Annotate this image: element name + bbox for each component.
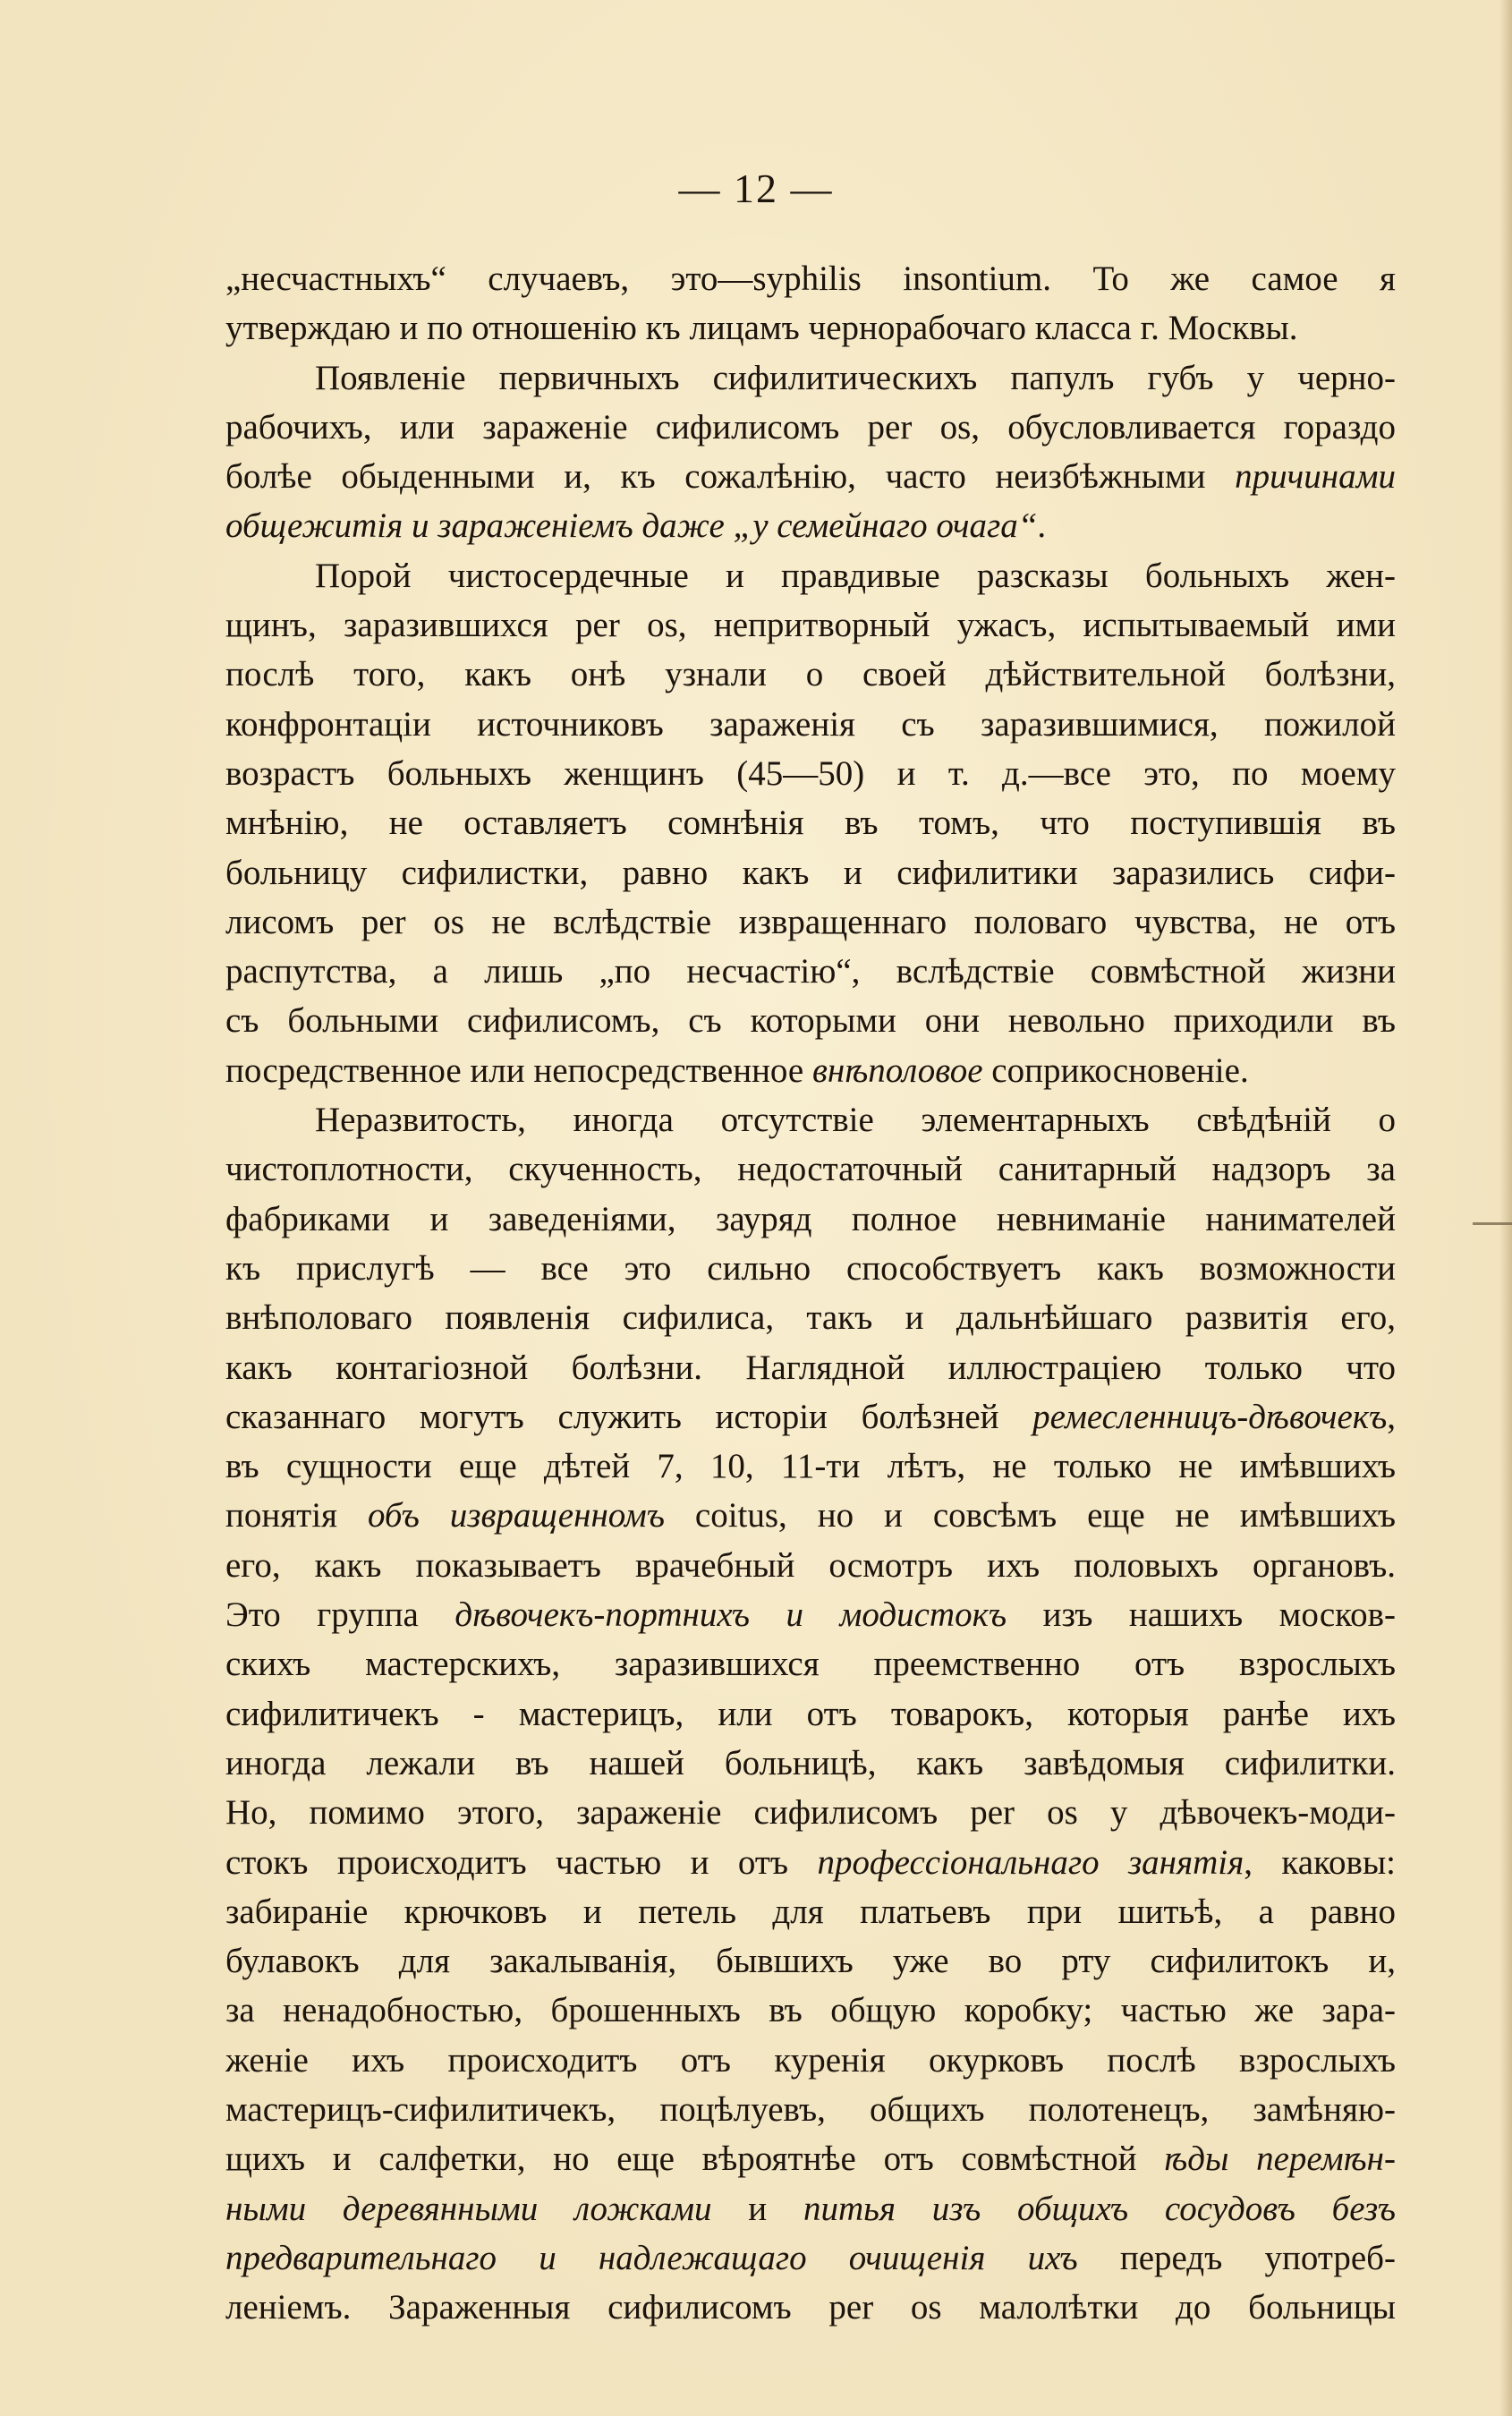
margin-mark xyxy=(1473,1222,1512,1225)
text-line: послѣ того, какъ онѣ узнали о своей дѣйствительной болѣзни, xyxy=(225,655,1396,694)
text-line: чистоплотности, скученность, недостаточный санитарный надзоръ за xyxy=(225,1150,1396,1189)
text-line: распутства, а лишь „по несчастію“, вслѣдствіе совмѣстной жизни xyxy=(225,952,1396,991)
text-line: посредственное или непосредственное внѣполовое соприкосновеніе. xyxy=(225,1051,1249,1090)
text-line: щихъ и салфетки, но еще вѣроятнѣе отъ совмѣстной ѣды перемѣн- xyxy=(225,2140,1396,2179)
text-line: стокъ происходитъ частью и отъ профессіональнаго занятія, каковы: xyxy=(225,1842,1396,1882)
text-line: предварительнаго и надлежащаго очищенія ихъ передъ употреб- xyxy=(225,2238,1396,2277)
text-line: мастерицъ-сифилитичекъ, поцѣлуевъ, общихъ полотенецъ, замѣняю- xyxy=(225,2089,1396,2129)
text-line: утверждаю и по отношенію къ лицамъ чернорабочаго класса г. Москвы. xyxy=(225,309,1298,348)
text-line: больницу сифилистки, равно какъ и сифилитики заразились сифи- xyxy=(225,853,1396,892)
text-line: конфронтаціи источниковъ зараженія съ заразившимися, пожилой xyxy=(225,704,1396,744)
text-line: общежитія и зараженіемъ даже „у семейнаго очага“. xyxy=(225,506,1047,546)
text-line: возрастъ больныхъ женщинъ (45—50) и т. д.—все это, по моему xyxy=(225,753,1396,793)
text-line: какъ контагіозной болѣзни. Наглядной иллюстраціею только что xyxy=(225,1348,1396,1387)
page-edge-shadow xyxy=(1499,0,1512,2416)
text-line: Неразвитость, иногда отсутствіе элементарныхъ свѣдѣній о xyxy=(315,1101,1396,1140)
text-line: мнѣнію, не оставляетъ сомнѣнія въ томъ, что поступившія въ xyxy=(225,804,1396,843)
text-line: въ сущности еще дѣтей 7, 10, 11-ти лѣтъ, не только не имѣвшихъ xyxy=(225,1447,1396,1486)
text-line: булавокъ для закалыванія, бывшихъ уже во рту сифилитокъ и, xyxy=(225,1942,1396,1981)
text-line: сказаннаго могутъ служить исторіи болѣзней ремесленницъ-дѣвочекъ, xyxy=(225,1397,1396,1436)
text-line: его, какъ показываетъ врачебный осмотръ ихъ половыхъ органовъ. xyxy=(225,1545,1396,1585)
text-line: леніемъ. Зараженныя сифилисомъ per os малолѣтки до больницы xyxy=(225,2288,1396,2327)
text-line: лисомъ per os не вслѣдствіе извращеннаго половаго чувства, не отъ xyxy=(225,902,1396,941)
text-line: „несчастныхъ“ случаевъ, это—syphilis insontium. То же самое я xyxy=(225,259,1396,298)
text-line: понятія объ извращенномъ coitus, но и совсѣмъ еще не имѣвшихъ xyxy=(225,1496,1396,1536)
text-line: забираніе крючковъ и петель для платьевъ при шитьѣ, а равно xyxy=(225,1892,1396,1931)
text-line: къ прислугѣ — все это сильно способствуетъ какъ возможности xyxy=(225,1248,1396,1288)
text-line: съ больными сифилисомъ, съ которыми они невольно приходили въ xyxy=(225,1001,1396,1041)
text-line: иногда лежали въ нашей больницѣ, какъ завѣдомыя сифилитки. xyxy=(225,1743,1396,1782)
text-line: внѣполоваго появленія сифилиса, такъ и дальнѣйшаго развитія его, xyxy=(225,1298,1396,1338)
text-line: Это группа дѣвочекъ-портнихъ и модистокъ изъ нашихъ москов- xyxy=(225,1595,1396,1635)
text-line: Порой чистосердечные и правдивые разсказы больныхъ жен- xyxy=(315,556,1396,595)
text-line: Но, помимо этого, зараженіе сифилисомъ per os у дѣвочекъ-моди- xyxy=(225,1793,1396,1833)
text-line: щинъ, заразившихся per os, непритворный ужасъ, испытываемый ими xyxy=(225,606,1396,645)
page-number: — 12 — xyxy=(678,166,834,211)
text-line: Появленіе первичныхъ сифилитическихъ папулъ губъ у черно- xyxy=(315,358,1396,397)
text-line: рабочихъ, или зараженіе сифилисомъ per os, обусловливается гораздо xyxy=(225,407,1396,447)
text-line: болѣе обыденными и, къ сожалѣнію, часто неизбѣжными причинами xyxy=(225,457,1396,497)
text-line: ными деревянными ложками и питья изъ общихъ сосудовъ безъ xyxy=(225,2189,1396,2228)
text-line: фабриками и заведеніями, зауряд полное невниманіе нанимателей xyxy=(225,1199,1396,1238)
text-line: скихъ мастерскихъ, заразившихся преемственно отъ взрослыхъ xyxy=(225,1645,1396,1684)
text-line: женіе ихъ происходитъ отъ куренія окурковъ послѣ взрослыхъ xyxy=(225,2040,1396,2080)
text-line: сифилитичекъ - мастерицъ, или отъ товарокъ, которыя ранѣе ихъ xyxy=(225,1694,1396,1733)
text-line: за ненадобностью, брошенныхъ въ общую коробку; частью же зара- xyxy=(225,1991,1396,2030)
body-text xyxy=(225,254,1396,2332)
